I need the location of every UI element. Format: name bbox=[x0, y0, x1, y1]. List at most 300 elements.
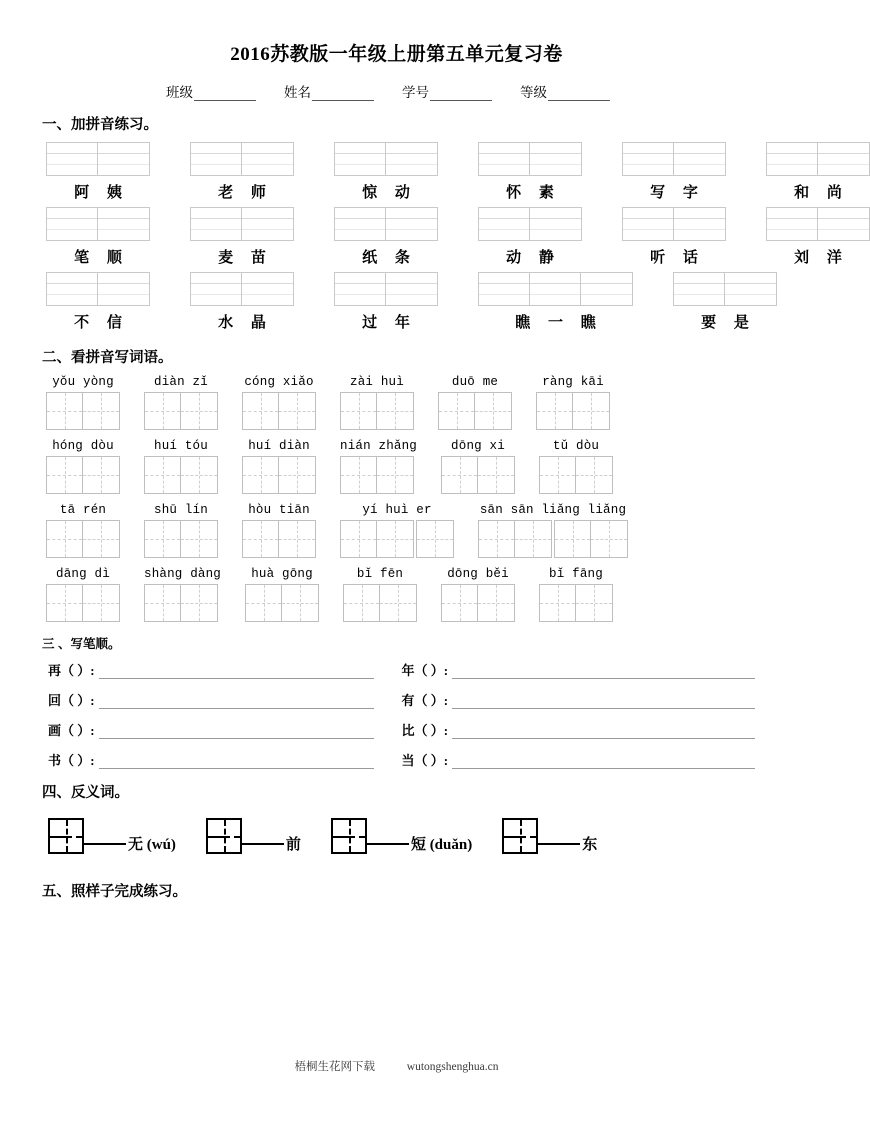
pinyin-guide-line bbox=[98, 230, 149, 240]
practice-word: 过 年 bbox=[362, 314, 417, 331]
pinyin-guide-line bbox=[674, 295, 724, 305]
write-from-pinyin-item bbox=[340, 503, 454, 558]
write-from-pinyin-item bbox=[144, 503, 218, 558]
pinyin-guide-line bbox=[767, 154, 817, 165]
pinyin-box-cell[interactable] bbox=[674, 273, 725, 305]
tianzige-cell[interactable] bbox=[279, 457, 315, 493]
tianzige-group bbox=[340, 520, 454, 558]
field-student-number bbox=[402, 81, 492, 101]
pinyin-guide-line bbox=[98, 284, 149, 295]
pinyin-four-line-box[interactable] bbox=[622, 207, 726, 241]
page-title: 2016苏教版一年级上册第五单元复习卷 bbox=[230, 44, 563, 65]
pinyin-prompt: tā rén bbox=[59, 502, 107, 517]
pinyin-guide-line bbox=[191, 165, 241, 175]
tianzige-cell[interactable] bbox=[181, 521, 217, 557]
pinyin-prompt: dōng běi bbox=[447, 566, 509, 581]
pinyin-four-line-box[interactable] bbox=[334, 272, 438, 306]
tianzige-cell[interactable] bbox=[380, 585, 416, 621]
pinyin-prompt: dōng xi bbox=[451, 438, 505, 453]
stroke-order-answer-line[interactable] bbox=[99, 693, 374, 709]
write-from-pinyin-row bbox=[38, 503, 755, 558]
section-2-body bbox=[38, 375, 755, 622]
pinyin-guide-line bbox=[98, 273, 149, 284]
tianzige-cell[interactable] bbox=[515, 521, 551, 557]
pinyin-four-line-box[interactable] bbox=[334, 142, 438, 176]
student-info-row bbox=[38, 81, 755, 101]
tianzige-cell[interactable] bbox=[181, 393, 217, 429]
pinyin-box-cell[interactable] bbox=[530, 208, 581, 240]
write-from-pinyin-row bbox=[38, 375, 755, 430]
pinyin-four-line-box[interactable] bbox=[766, 207, 870, 241]
pinyin-guide-line bbox=[479, 165, 529, 175]
tianzige-cell[interactable] bbox=[282, 585, 318, 621]
stroke-order-character: 画（ ）: bbox=[48, 722, 95, 738]
tianzige-box[interactable] bbox=[46, 392, 120, 430]
footer-site-url: wutongshenghua.cn bbox=[406, 1061, 499, 1073]
write-from-pinyin-item bbox=[340, 375, 414, 430]
pinyin-guide-line bbox=[674, 284, 724, 295]
tianzige-box[interactable] bbox=[536, 392, 610, 430]
tianzige-cell[interactable] bbox=[83, 457, 119, 493]
tianzige-box[interactable] bbox=[340, 392, 414, 430]
tianzige-group bbox=[242, 520, 316, 558]
stroke-order-character: 年（ ）: bbox=[401, 662, 449, 678]
tianzige-box[interactable] bbox=[438, 392, 512, 430]
write-from-pinyin-item bbox=[144, 375, 218, 430]
tianzige-cell[interactable] bbox=[341, 457, 377, 493]
pinyin-guide-line bbox=[242, 208, 293, 219]
pinyin-guide-line bbox=[725, 284, 776, 295]
tianzige-box[interactable] bbox=[242, 456, 316, 494]
tianzige-box[interactable] bbox=[340, 456, 414, 494]
tianzige-cell[interactable] bbox=[145, 457, 181, 493]
tianzige-group bbox=[46, 456, 120, 494]
pinyin-guide-line bbox=[242, 230, 293, 240]
pinyin-prompt: shàng dàng bbox=[144, 566, 222, 581]
antonym-connector-line bbox=[242, 843, 284, 845]
tianzige-group bbox=[46, 392, 120, 430]
practice-word: 惊 动 bbox=[362, 184, 417, 201]
tianzige-cell[interactable] bbox=[591, 521, 627, 557]
practice-word: 听 话 bbox=[650, 249, 705, 266]
pinyin-box-cell[interactable] bbox=[191, 143, 242, 175]
tianzige-box[interactable] bbox=[46, 520, 120, 558]
pinyin-guide-line bbox=[530, 230, 581, 240]
pinyin-guide-line bbox=[623, 165, 673, 175]
antonym-answer-box[interactable] bbox=[502, 818, 538, 854]
pinyin-guide-line bbox=[674, 143, 725, 154]
pinyin-four-line-box[interactable] bbox=[46, 207, 150, 241]
tianzige-cell[interactable] bbox=[145, 521, 181, 557]
tianzige-box[interactable] bbox=[539, 456, 613, 494]
stroke-order-character: 回（ ）: bbox=[48, 692, 95, 708]
pinyin-guide-line bbox=[98, 208, 149, 219]
tianzige-cell[interactable] bbox=[377, 393, 413, 429]
pinyin-box-cell[interactable] bbox=[242, 208, 293, 240]
pinyin-box-cell[interactable] bbox=[479, 143, 530, 175]
pinyin-four-line-box[interactable] bbox=[46, 142, 150, 176]
tianzige-cell[interactable] bbox=[537, 393, 573, 429]
tianzige-cell[interactable] bbox=[475, 393, 511, 429]
pinyin-guide-line bbox=[335, 208, 385, 219]
tianzige-cell[interactable] bbox=[555, 521, 591, 557]
pinyin-guide-line bbox=[242, 284, 293, 295]
pinyin-guide-line bbox=[386, 219, 437, 230]
antonym-given-word: 东 bbox=[582, 837, 598, 854]
write-from-pinyin-item bbox=[46, 375, 120, 430]
pinyin-guide-line bbox=[335, 295, 385, 305]
tianzige-box[interactable] bbox=[478, 520, 552, 558]
field-name-label: 姓名 bbox=[284, 84, 311, 100]
pinyin-box-cell[interactable] bbox=[335, 208, 386, 240]
tianzige-cell[interactable] bbox=[243, 457, 279, 493]
tianzige-cell[interactable] bbox=[83, 393, 119, 429]
pinyin-box-cell[interactable] bbox=[479, 273, 530, 305]
tianzige-cell[interactable] bbox=[540, 457, 576, 493]
stroke-order-answer-line[interactable] bbox=[99, 753, 374, 769]
pinyin-practice-item bbox=[190, 272, 294, 334]
pinyin-four-line-box[interactable] bbox=[478, 142, 582, 176]
tianzige-cell[interactable] bbox=[47, 585, 83, 621]
tianzige-group bbox=[144, 456, 218, 494]
tianzige-cell[interactable] bbox=[181, 585, 217, 621]
pinyin-box-cell[interactable] bbox=[191, 273, 242, 305]
tianzige-group bbox=[245, 584, 319, 622]
pinyin-four-line-box[interactable] bbox=[478, 272, 633, 306]
tianzige-box[interactable] bbox=[554, 520, 628, 558]
tianzige-cell[interactable] bbox=[540, 585, 576, 621]
pinyin-box-cell[interactable] bbox=[818, 208, 869, 240]
tianzige-cell[interactable] bbox=[377, 457, 413, 493]
write-from-pinyin-item bbox=[539, 567, 613, 622]
section-3-heading: 三 、写笔顺。 bbox=[42, 636, 121, 651]
pinyin-box-cell[interactable] bbox=[767, 143, 818, 175]
pinyin-guide-line bbox=[530, 284, 580, 295]
stroke-order-character: 有（ ）: bbox=[401, 692, 449, 708]
pinyin-prompt: huà gōng bbox=[251, 566, 313, 581]
pinyin-guide-line bbox=[98, 165, 149, 175]
tianzige-cell[interactable] bbox=[83, 585, 119, 621]
grid-line-vertical-dashed bbox=[66, 820, 68, 852]
pinyin-guide-line bbox=[47, 208, 97, 219]
pinyin-prompt: diàn zǐ bbox=[154, 374, 208, 389]
pinyin-guide-line bbox=[581, 273, 632, 284]
pinyin-four-line-box[interactable] bbox=[334, 207, 438, 241]
stroke-order-item bbox=[48, 690, 402, 709]
pinyin-box-cell[interactable] bbox=[335, 143, 386, 175]
tianzige-cell[interactable] bbox=[47, 521, 83, 557]
tianzige-box[interactable] bbox=[46, 456, 120, 494]
stroke-order-answer-line[interactable] bbox=[452, 753, 755, 769]
stroke-order-answer-line[interactable] bbox=[99, 723, 374, 739]
pinyin-guide-line bbox=[581, 295, 632, 305]
grid-line-horizontal-solid bbox=[504, 836, 520, 838]
write-from-pinyin-item bbox=[242, 439, 316, 494]
pinyin-box-cell[interactable] bbox=[47, 273, 98, 305]
tianzige-cell[interactable] bbox=[279, 521, 315, 557]
tianzige-cell[interactable] bbox=[478, 457, 514, 493]
pinyin-box-cell[interactable] bbox=[335, 273, 386, 305]
pinyin-box-cell[interactable] bbox=[98, 143, 149, 175]
pinyin-guide-line bbox=[623, 230, 673, 240]
pinyin-guide-line bbox=[386, 154, 437, 165]
pinyin-guide-line bbox=[623, 219, 673, 230]
pinyin-guide-line bbox=[767, 165, 817, 175]
tianzige-cell[interactable] bbox=[246, 585, 282, 621]
pinyin-box-cell[interactable] bbox=[242, 273, 293, 305]
tianzige-group bbox=[340, 392, 414, 430]
pinyin-box-cell[interactable] bbox=[767, 208, 818, 240]
pinyin-guide-line bbox=[530, 219, 581, 230]
pinyin-prompt: hòu tiān bbox=[248, 502, 310, 517]
tianzige-box[interactable] bbox=[144, 456, 218, 494]
antonym-given-word: 无 (wú) bbox=[128, 837, 176, 854]
section-2-heading: 二、看拼音写词语。 bbox=[42, 349, 173, 366]
pinyin-box-cell[interactable] bbox=[623, 143, 674, 175]
tianzige-cell[interactable] bbox=[344, 585, 380, 621]
tianzige-cell[interactable] bbox=[439, 393, 475, 429]
pinyin-guide-line bbox=[335, 284, 385, 295]
pinyin-box-cell[interactable] bbox=[191, 208, 242, 240]
write-from-pinyin-item bbox=[242, 503, 316, 558]
pinyin-guide-line bbox=[98, 154, 149, 165]
stroke-order-answer-line[interactable] bbox=[452, 723, 755, 739]
pinyin-guide-line bbox=[386, 284, 437, 295]
tianzige-group bbox=[46, 584, 120, 622]
pinyin-guide-line bbox=[47, 165, 97, 175]
pinyin-guide-line bbox=[479, 219, 529, 230]
tianzige-cell[interactable] bbox=[377, 521, 413, 557]
stroke-order-item bbox=[402, 690, 756, 709]
stroke-order-answer-line[interactable] bbox=[99, 663, 374, 679]
pinyin-guide-line bbox=[335, 273, 385, 284]
write-from-pinyin-item bbox=[438, 375, 512, 430]
section-4-body bbox=[38, 818, 755, 854]
tianzige-box[interactable] bbox=[416, 520, 454, 558]
pinyin-guide-line bbox=[674, 208, 725, 219]
grid-line-vertical-dashed bbox=[349, 820, 351, 852]
tianzige-box[interactable] bbox=[144, 584, 218, 622]
section-4-heading: 四、反义词。 bbox=[42, 784, 129, 801]
tianzige-cell[interactable] bbox=[417, 521, 453, 557]
pinyin-box-cell[interactable] bbox=[386, 208, 437, 240]
write-from-pinyin-item bbox=[536, 375, 610, 430]
tianzige-cell[interactable] bbox=[341, 521, 377, 557]
pinyin-four-line-box[interactable] bbox=[673, 272, 777, 306]
tianzige-box[interactable] bbox=[242, 520, 316, 558]
stroke-order-row bbox=[48, 720, 755, 739]
pinyin-box-cell[interactable] bbox=[818, 143, 869, 175]
tianzige-cell[interactable] bbox=[47, 457, 83, 493]
pinyin-four-line-box[interactable] bbox=[766, 142, 870, 176]
pinyin-prompt: yǒu yòng bbox=[52, 374, 114, 389]
antonym-answer-box[interactable] bbox=[206, 818, 242, 854]
pinyin-box-cell[interactable] bbox=[674, 208, 725, 240]
field-student-number-blank[interactable] bbox=[430, 87, 492, 101]
stroke-order-character: 再（ ）: bbox=[48, 662, 95, 678]
pinyin-prompt: yí huì er bbox=[362, 502, 432, 517]
write-from-pinyin-item bbox=[478, 503, 628, 558]
section-5-heading: 五、照样子完成练习。 bbox=[42, 883, 187, 900]
pinyin-guide-line bbox=[386, 230, 437, 240]
pinyin-practice-item bbox=[190, 207, 294, 269]
pinyin-practice-item bbox=[190, 142, 294, 204]
pinyin-box-cell[interactable] bbox=[98, 208, 149, 240]
pinyin-guide-line bbox=[47, 284, 97, 295]
antonym-answer-box[interactable] bbox=[48, 818, 84, 854]
tianzige-cell[interactable] bbox=[145, 393, 181, 429]
practice-word: 写 字 bbox=[650, 184, 705, 201]
pinyin-guide-line bbox=[191, 273, 241, 284]
pinyin-box-cell[interactable] bbox=[479, 208, 530, 240]
tianzige-box[interactable] bbox=[144, 520, 218, 558]
tianzige-group bbox=[478, 520, 628, 558]
tianzige-box[interactable] bbox=[539, 584, 613, 622]
tianzige-group bbox=[441, 584, 515, 622]
antonym-given-word: 前 bbox=[285, 837, 301, 854]
pinyin-four-line-box[interactable] bbox=[190, 142, 294, 176]
stroke-order-row bbox=[48, 660, 755, 679]
tianzige-group bbox=[340, 456, 414, 494]
pinyin-box-cell[interactable] bbox=[581, 273, 632, 305]
practice-word: 纸 条 bbox=[362, 249, 417, 266]
tianzige-cell[interactable] bbox=[279, 393, 315, 429]
pinyin-box-cell[interactable] bbox=[530, 143, 581, 175]
pinyin-box-cell[interactable] bbox=[725, 273, 776, 305]
stroke-order-answer-line[interactable] bbox=[452, 693, 755, 709]
field-class-label: 班级 bbox=[166, 84, 193, 100]
pinyin-four-line-box[interactable] bbox=[190, 272, 294, 306]
tianzige-box[interactable] bbox=[144, 392, 218, 430]
tianzige-cell[interactable] bbox=[442, 457, 478, 493]
tianzige-group bbox=[441, 456, 515, 494]
field-grade-blank[interactable] bbox=[548, 87, 610, 101]
tianzige-cell[interactable] bbox=[442, 585, 478, 621]
pinyin-four-line-box[interactable] bbox=[46, 272, 150, 306]
pinyin-guide-line bbox=[191, 154, 241, 165]
pinyin-guide-line bbox=[818, 154, 869, 165]
pinyin-practice-item bbox=[334, 207, 438, 269]
pinyin-guide-line bbox=[725, 273, 776, 284]
pinyin-box-cell[interactable] bbox=[98, 273, 149, 305]
pinyin-box-cell[interactable] bbox=[47, 208, 98, 240]
stroke-order-character: 比（ ）: bbox=[401, 722, 449, 738]
field-class-blank[interactable] bbox=[194, 87, 256, 101]
stroke-order-answer-line[interactable] bbox=[452, 663, 755, 679]
tianzige-cell[interactable] bbox=[47, 393, 83, 429]
pinyin-practice-item bbox=[46, 142, 150, 204]
footer-site-name: 梧桐生花网下载 bbox=[294, 1061, 376, 1073]
pinyin-four-line-box[interactable] bbox=[478, 207, 582, 241]
write-from-pinyin-item bbox=[245, 567, 319, 622]
tianzige-box[interactable] bbox=[245, 584, 319, 622]
tianzige-box[interactable] bbox=[340, 520, 414, 558]
pinyin-guide-line bbox=[674, 165, 725, 175]
pinyin-box-cell[interactable] bbox=[674, 143, 725, 175]
pinyin-guide-line bbox=[818, 230, 869, 240]
tianzige-cell[interactable] bbox=[341, 393, 377, 429]
stroke-order-item bbox=[402, 660, 756, 679]
pinyin-four-line-box[interactable] bbox=[190, 207, 294, 241]
tianzige-group bbox=[438, 392, 512, 430]
pinyin-guide-line bbox=[674, 230, 725, 240]
pinyin-box-cell[interactable] bbox=[47, 143, 98, 175]
pinyin-guide-line bbox=[335, 143, 385, 154]
tianzige-group bbox=[539, 456, 613, 494]
antonym-answer-box[interactable] bbox=[331, 818, 367, 854]
pinyin-prompt: bǐ fēn bbox=[356, 566, 404, 581]
pinyin-practice-item bbox=[478, 207, 582, 269]
tianzige-cell[interactable] bbox=[83, 521, 119, 557]
tianzige-box[interactable] bbox=[46, 584, 120, 622]
pinyin-guide-line bbox=[479, 295, 529, 305]
pinyin-box-cell[interactable] bbox=[386, 273, 437, 305]
stroke-order-row bbox=[48, 750, 755, 769]
pinyin-guide-line bbox=[98, 295, 149, 305]
pinyin-guide-line bbox=[242, 273, 293, 284]
pinyin-guide-line bbox=[623, 154, 673, 165]
tianzige-box[interactable] bbox=[343, 584, 417, 622]
write-from-pinyin-item bbox=[340, 439, 417, 494]
pinyin-box-cell[interactable] bbox=[386, 143, 437, 175]
pinyin-guide-line bbox=[191, 219, 241, 230]
pinyin-box-cell[interactable] bbox=[242, 143, 293, 175]
pinyin-prompt: duō me bbox=[451, 374, 499, 389]
pinyin-guide-line bbox=[818, 165, 869, 175]
antonym-given-word: 短 (duǎn) bbox=[410, 837, 473, 854]
pinyin-guide-line bbox=[674, 273, 724, 284]
tianzige-cell[interactable] bbox=[576, 585, 612, 621]
pinyin-box-cell[interactable] bbox=[530, 273, 581, 305]
tianzige-cell[interactable] bbox=[479, 521, 515, 557]
write-from-pinyin-item bbox=[242, 375, 316, 430]
write-from-pinyin-row bbox=[38, 567, 755, 622]
antonym-connector-line bbox=[84, 843, 126, 845]
antonym-item bbox=[48, 818, 176, 854]
pinyin-guide-line bbox=[47, 230, 97, 240]
pinyin-practice-item bbox=[622, 207, 726, 269]
tianzige-cell[interactable] bbox=[576, 457, 612, 493]
pinyin-prompt: sān sān liǎng liǎng bbox=[479, 502, 627, 517]
practice-word: 笔 顺 bbox=[74, 249, 129, 266]
tianzige-box[interactable] bbox=[441, 584, 515, 622]
pinyin-practice-row bbox=[38, 207, 849, 269]
tianzige-cell[interactable] bbox=[243, 521, 279, 557]
field-name-blank[interactable] bbox=[312, 87, 374, 101]
pinyin-guide-line bbox=[530, 208, 581, 219]
pinyin-practice-item bbox=[46, 207, 150, 269]
pinyin-practice-item bbox=[334, 142, 438, 204]
tianzige-cell[interactable] bbox=[145, 585, 181, 621]
field-name bbox=[284, 81, 374, 101]
pinyin-four-line-box[interactable] bbox=[622, 142, 726, 176]
pinyin-guide-line bbox=[767, 219, 817, 230]
tianzige-group bbox=[242, 392, 316, 430]
tianzige-box[interactable] bbox=[242, 392, 316, 430]
tianzige-cell[interactable] bbox=[573, 393, 609, 429]
stroke-order-item bbox=[402, 750, 756, 769]
tianzige-cell[interactable] bbox=[478, 585, 514, 621]
tianzige-cell[interactable] bbox=[181, 457, 217, 493]
tianzige-cell[interactable] bbox=[243, 393, 279, 429]
pinyin-guide-line bbox=[191, 284, 241, 295]
pinyin-guide-line bbox=[530, 165, 581, 175]
tianzige-box[interactable] bbox=[441, 456, 515, 494]
pinyin-guide-line bbox=[767, 230, 817, 240]
tianzige-group bbox=[242, 456, 316, 494]
pinyin-guide-line bbox=[242, 219, 293, 230]
pinyin-box-cell[interactable] bbox=[623, 208, 674, 240]
